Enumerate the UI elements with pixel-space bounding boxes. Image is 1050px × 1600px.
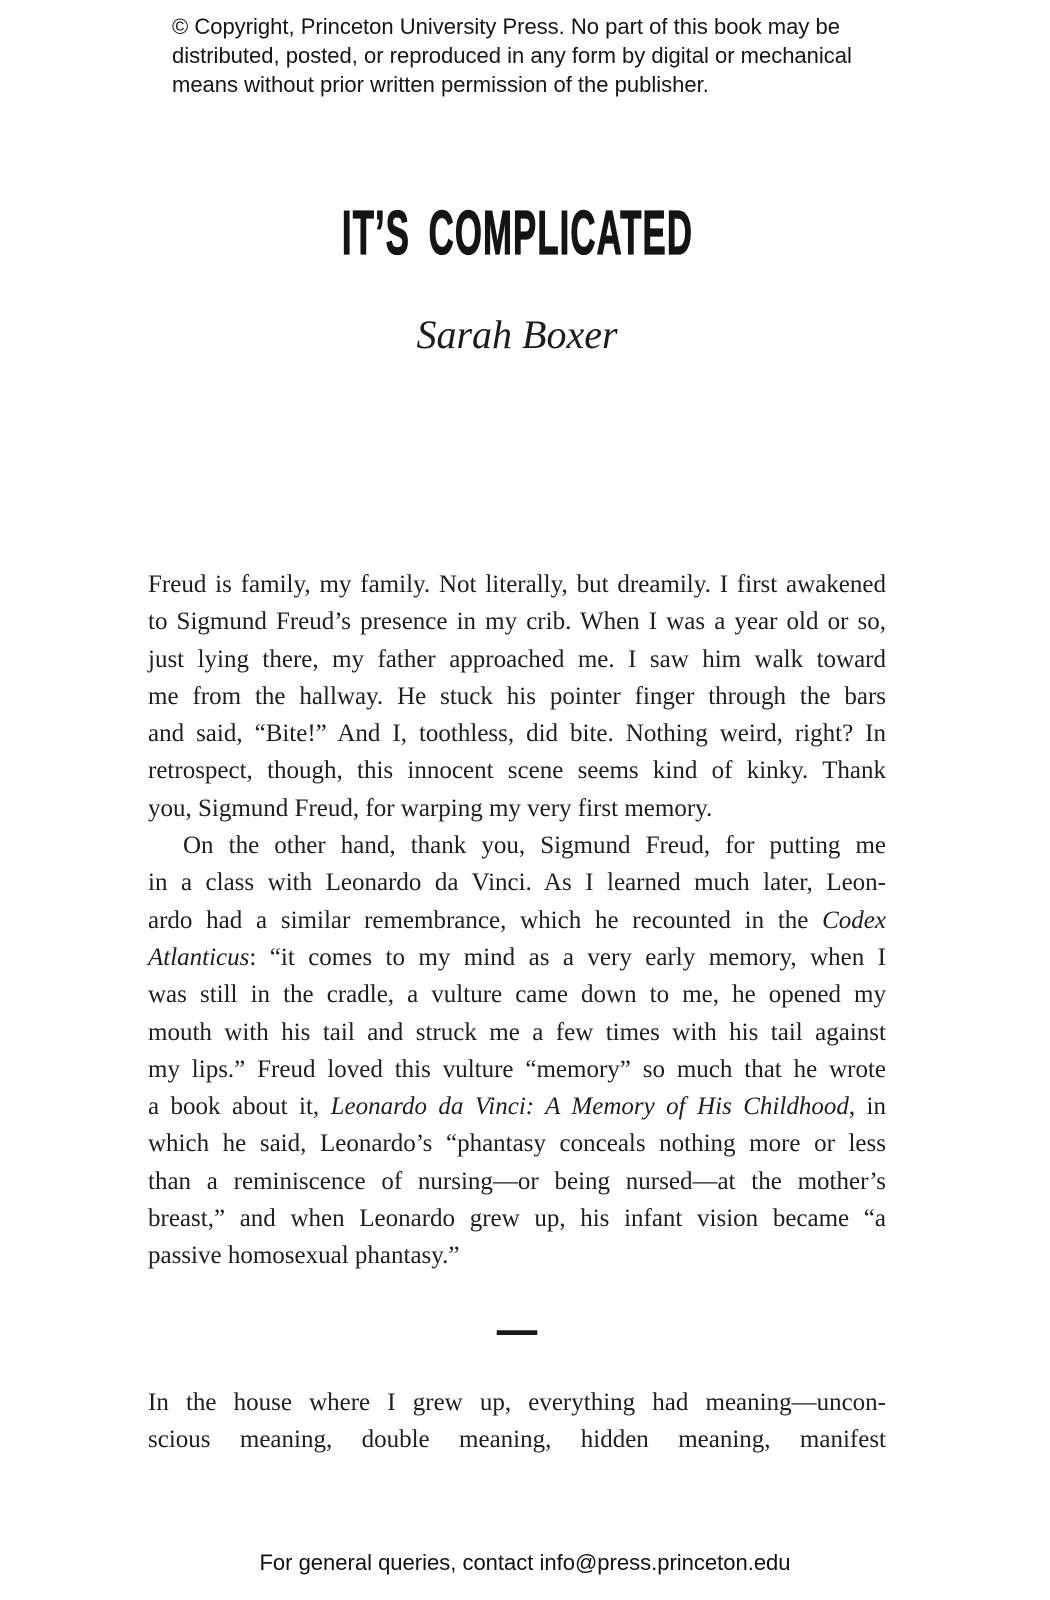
body-line — [148, 864, 886, 901]
text-run: breast,” and when Leonardo grew up, his infant vision became “a — [148, 1205, 886, 1233]
article-continuation — [148, 1384, 886, 1459]
body-line — [148, 939, 886, 976]
text-run: my lips.” Freud loved this vulture “memory” so much that he wrote — [148, 1055, 886, 1083]
text-run: scious meaning, double meaning, hidden meaning, manifest — [148, 1426, 886, 1454]
italic-text-run: Codex — [822, 906, 886, 934]
text-run: In the house where I grew up, everything had meaning—uncon- — [148, 1389, 886, 1416]
body-line — [148, 1088, 886, 1125]
author-name: Sarah Boxer — [416, 312, 618, 357]
section-break — [148, 1287, 886, 1364]
body-line — [148, 715, 886, 752]
text-run: in a class with Leonardo da Vinci. As I learned much later, Leon- — [148, 869, 886, 897]
article-body — [148, 566, 886, 1275]
body-line — [148, 902, 886, 939]
chapter-title — [148, 198, 886, 269]
italic-text-run: Atlanticus — [148, 943, 250, 971]
body-line — [148, 752, 886, 789]
body-line — [148, 1237, 886, 1274]
body-line — [148, 566, 886, 603]
text-run: me from the hallway. He stuck his pointer finger through the bars — [148, 682, 886, 710]
text-run: , in — [848, 1093, 886, 1121]
text-run: a book about it, — [148, 1093, 331, 1121]
text-run: just lying there, my father approached me. I saw him walk toward — [148, 645, 886, 673]
text-run: On the other hand, thank you, Sigmund Freud, for putting me — [183, 832, 886, 860]
body-line — [148, 641, 886, 678]
body-line — [148, 1421, 886, 1458]
text-run: and said, “Bite!” And I, toothless, did bite. Nothing weird, right? In — [148, 720, 886, 748]
text-run: than a reminiscence of nursing—or being nursed—at the mother’s — [148, 1167, 886, 1195]
body-line — [148, 1051, 886, 1088]
text-run: which he said, Leonardo’s “phantasy conceals nothing more or less — [148, 1130, 886, 1158]
body-line — [148, 603, 886, 640]
text-run: retrospect, though, this innocent scene seems kind of kinky. Thank — [148, 757, 886, 785]
text-run: was still in the cradle, a vulture came down to me, he opened my — [148, 981, 886, 1009]
body-line — [148, 827, 886, 864]
text-run: you, Sigmund Freud, for warping my very first memory. — [148, 794, 713, 822]
text-run: passive homosexual phantasy.” — [148, 1242, 460, 1270]
body-line — [148, 790, 886, 827]
italic-text-run: Leonardo da Vinci: A Memory of His Childhood — [330, 1093, 849, 1121]
text-run: to Sigmund Freud’s presence in my crib. When I was a year old or so, — [148, 608, 886, 636]
text-run: Freud is family, my family. Not literally, but dreamily. I first awakened — [148, 571, 886, 598]
text-run: ardo had a similar remembrance, which he recounted in the — [148, 906, 823, 934]
body-line — [148, 1125, 886, 1162]
body-line — [148, 1384, 886, 1421]
section-break-dash: — — [497, 1287, 537, 1364]
body-line — [148, 1163, 886, 1200]
copyright-notice: © Copyright, Princeton University Press. No part of this book may be distributed, posted, or reproduced in any form by digital or mechanical means without prior written permission of the publisher. — [172, 14, 852, 97]
body-line — [148, 678, 886, 715]
body-line — [148, 1014, 886, 1051]
chapter-title-text: IT’S COMPLICATED — [341, 199, 693, 268]
text-run: mouth with his tail and struck me a few times with his tail against — [148, 1018, 886, 1046]
body-line — [148, 976, 886, 1013]
text-run: : “it comes to my mind as a very early memory, when I — [249, 943, 886, 971]
footer-contact: For general queries, contact info@press.princeton.edu — [259, 1550, 791, 1575]
body-line — [148, 1200, 886, 1237]
